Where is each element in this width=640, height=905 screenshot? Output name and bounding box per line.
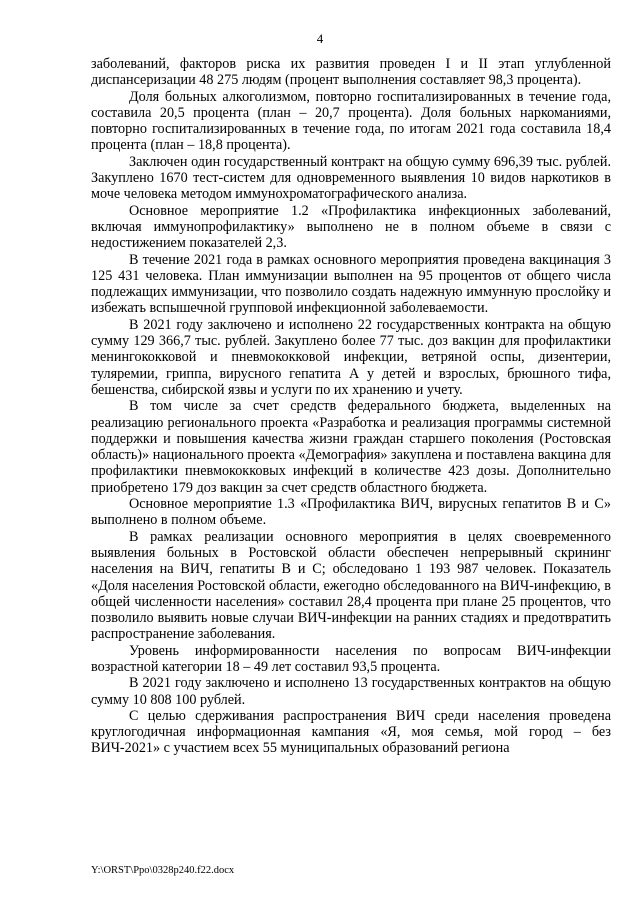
paragraph-measure-1-3: Основное мероприятие 1.3 «Профилактика ВИЧ, вирусных гепатитов В и С» выполнено в полном объеме. bbox=[91, 496, 611, 529]
paragraph-hiv-contracts: В 2021 году заключено и исполнено 13 государственных контрактов на общую сумму 10 808 100 рублей. bbox=[91, 675, 611, 708]
footer-file-path: Y:\ORST\Ppo\0328p240.f22.docx bbox=[91, 865, 235, 876]
paragraph-hiv-screening: В рамках реализации основного мероприятия в целях своевременного выявления больных в Ростовской области обеспечен непрерывный скрининг населения на ВИЧ, гепатиты В и С; обследовано 1 193 987 человек. Показатель «Доля населения Ростовской области, ежегодно обследованного на ВИЧ-инфекцию, в общей численности населения» составил 28,4 процента при плане 25 процентов, что позволило выявить новые случаи ВИЧ-инфекции на ранних стадиях и предотвратить распространение заболевания. bbox=[91, 528, 611, 643]
paragraph-measure-1-2: Основное мероприятие 1.2 «Профилактика инфекционных заболеваний, включая иммунопрофилактику» выполнено не в полном объеме в связи с недостижением показателей 2,3. bbox=[91, 202, 611, 252]
document-body bbox=[91, 56, 611, 757]
paragraph-federal-budget: В том числе за счет средств федерального бюджета, выделенных на реализацию регионального проекта «Разработка и реализация программы системной поддержки и повышения качества жизни граждан старшего поколения (Ростовская область)» национального проекта «Демография» закуплена и поставлена вакцина для профилактики пневмококковых инфекций в количестве 423 дозы. Дополнительно приобретено 179 доз вакцин за счет средств областного бюджета. bbox=[91, 398, 611, 496]
paragraph-alcohol-hospitalization: Доля больных алкоголизмом, повторно госпитализированных в течение года, составила 20,5 процента (план – 20,7 процента). Доля больных наркоманиями, повторно госпитализированных в течение года, по итогам 2021 года составила 18,4 процента (план – 18,8 процента). bbox=[91, 88, 611, 154]
paragraph-vaccine-contracts: В 2021 году заключено и исполнено 22 государственных контракта на общую сумму 129 366,7 тыс. рублей. Закуплено более 77 тыс. доз вакцин для профилактики менингококковой и пневмококковой инфекции, ветряной оспы, дизентерии, туляремии, гриппа, вирусного гепатита А у детей и взрослых, брюшного тифа, бешенства, сибирской язвы и услуги по их хранению и учету. bbox=[91, 316, 611, 398]
paragraph-hiv-awareness: Уровень информированности населения по вопросам ВИЧ-инфекции возрастной категории 18 – 49 лет составил 93,5 процента. bbox=[91, 642, 611, 675]
paragraph-continuation: заболеваний, факторов риска их развития проведен I и II этап углубленной диспансеризации 48 275 людям (процент выполнения составляет 98,3 процента). bbox=[91, 56, 611, 89]
page-number: 4 bbox=[316, 31, 324, 46]
paragraph-vaccination: В течение 2021 года в рамках основного мероприятия проведена вакцинация 3 125 431 человека. План иммунизации выполнен на 95 процентов от общего числа подлежащих иммунизации, что позволило создать надежную иммунную прослойку и избежать вспышечной групповой инфекционной заболеваемости. bbox=[91, 251, 611, 317]
paragraph-hiv-campaign: С целью сдерживания распространения ВИЧ среди населения проведена круглогодичная информационная кампания «Я, моя семья, мой город – без ВИЧ-2021» с участием всех 55 муниципальных образований региона bbox=[91, 707, 611, 757]
paragraph-test-systems-contract: Заключен один государственный контракт на общую сумму 696,39 тыс. рублей. Закуплено 1670 тест-систем для одновременного выявления 10 видов наркотиков в моче человека методом иммунохроматографического анализа. bbox=[91, 153, 611, 203]
